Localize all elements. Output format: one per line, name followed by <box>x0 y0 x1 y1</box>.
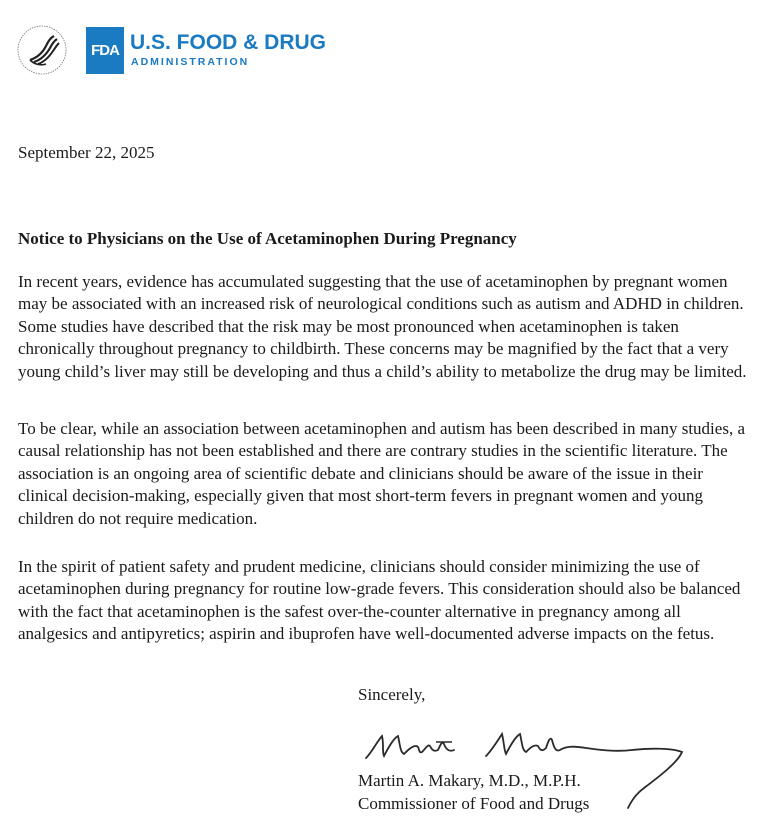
agency-wordmark <box>130 32 326 68</box>
agency-subtitle: ADMINISTRATION <box>131 56 250 68</box>
fda-badge: FDA <box>86 27 124 74</box>
hhs-eagle-seal-icon <box>16 24 68 76</box>
signer-name: Martin A. Makary, M.D., M.P.H. <box>358 771 581 790</box>
paragraph-1: In recent years, evidence has accumulated suggesting that the use of acetaminophen by pregnant women may be associated with an increased risk of neurological conditions such as autism and ADHD in children. Some studies have described that the risk may be most pronounced when acetaminophen is taken chronically throughout pregnancy to childbirth. These concerns may be magnified by the fact that a very young child’s liver may still be developing and thus a child’s ability to metabolize the drug may be limited. <box>18 272 747 381</box>
paragraph-2: To be clear, while an association between acetaminophen and autism has been described in many studies, a causal relationship has not been established and there are contrary studies in the scientific literature. The association is an ongoing area of scientific debate and clinicians should be aware of the issue in their clinical decision-making, especially given that most short-term fevers in pregnant women and young children do not require medication. <box>18 419 745 528</box>
letterhead <box>16 22 326 78</box>
agency-name: U.S. FOOD & DRUG <box>130 31 327 54</box>
signer-title: Commissioner of Food and Drugs <box>358 794 590 813</box>
letter-date: September 22, 2025 <box>18 143 155 162</box>
closing: Sincerely, <box>358 685 426 704</box>
paragraph-3: In the spirit of patient safety and prudent medicine, clinicians should consider minimizing the use of acetaminophen during pregnancy for routine low-grade fevers. This consideration should also be balanced with the fact that acetaminophen is the safest over-the-counter alternative in pregnancy among all analgesics and antipyretics; aspirin and ibuprofen have well-documented adverse impacts on the fetus. <box>18 557 741 644</box>
letter-title: Notice to Physicians on the Use of Acetaminophen During Pregnancy <box>18 229 517 248</box>
